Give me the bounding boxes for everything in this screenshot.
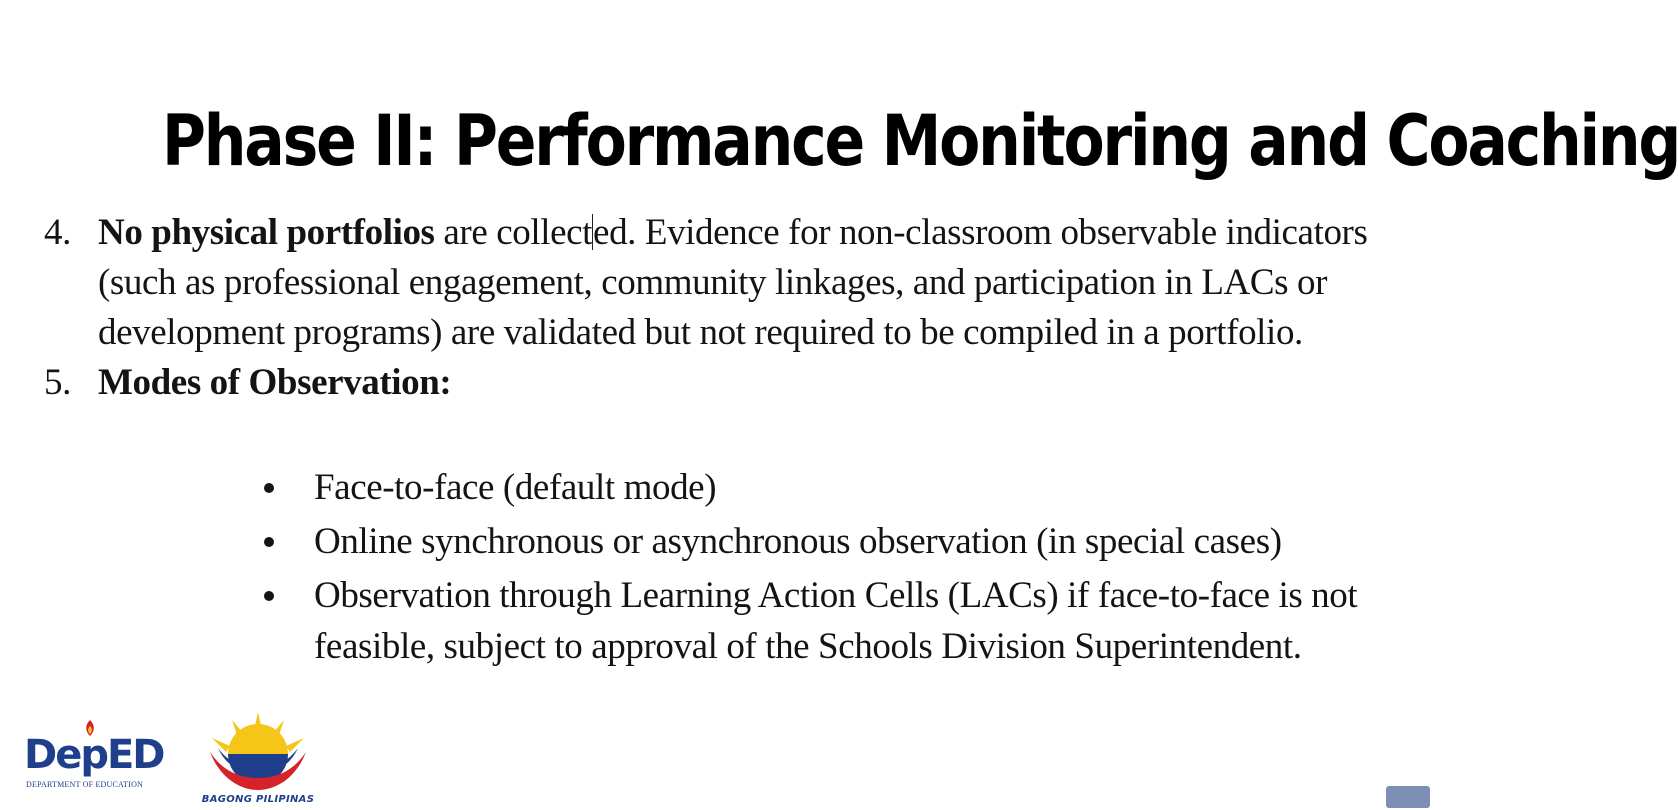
item-text-start: are collect bbox=[434, 212, 593, 253]
bullet-dot bbox=[264, 483, 274, 493]
bagong-pilipinas-logo bbox=[196, 708, 320, 808]
deped-logo bbox=[24, 718, 164, 792]
slide-title: Phase II: Performance Monitoring and Coaching bbox=[162, 100, 1679, 183]
item-body bbox=[98, 208, 1414, 358]
item-number: 5. bbox=[44, 362, 71, 403]
bullet-text: Face-to-face (default mode) bbox=[314, 467, 717, 508]
channel-watermark-icon bbox=[1386, 786, 1430, 808]
item-bold-lead: No physical portfolios bbox=[98, 212, 435, 253]
bullet-dot bbox=[264, 537, 274, 547]
deped-wordmark: DepED bbox=[24, 732, 164, 778]
observation-modes-list bbox=[262, 462, 1402, 675]
bullet-text: Online synchronous or asynchronous observation (in special cases) bbox=[314, 521, 1282, 562]
bullet-text: Observation through Learning Action Cells (LACs) if face-to-face is not feasible, subject to approval of the Schools Division Superintendent. bbox=[314, 575, 1358, 667]
item-text-rest: ed. Evidence for non-classroom observable indicators (such as professional engagement, community linkages, and participation in LACs or development programs) are validated but not required to be compiled in a portfolio. bbox=[98, 212, 1368, 353]
bullet-dot bbox=[264, 591, 274, 601]
sun-emblem-icon bbox=[196, 708, 320, 794]
list-item-4 bbox=[44, 208, 1414, 358]
item-body bbox=[98, 358, 1414, 408]
bagong-pilipinas-text: BAGONG PILIPINAS bbox=[201, 794, 315, 805]
bullet-item bbox=[262, 570, 1402, 672]
deped-subtitle: DEPARTMENT OF EDUCATION bbox=[26, 780, 144, 789]
bullet-item bbox=[262, 462, 1402, 513]
item-bold-lead: Modes of Observation: bbox=[98, 362, 452, 403]
list-item-5 bbox=[44, 358, 1414, 408]
item-number: 4. bbox=[44, 212, 71, 253]
bullet-item bbox=[262, 516, 1402, 567]
